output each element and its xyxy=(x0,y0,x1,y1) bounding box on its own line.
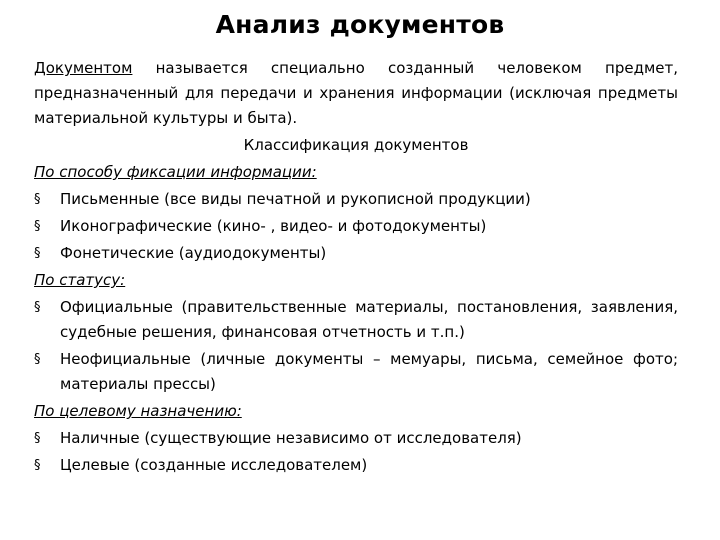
list-item xyxy=(34,187,678,212)
list-item xyxy=(34,426,678,451)
definition-text: называется специально созданный человеком предмет, предназначенный для передачи и хранения информации (исключая предметы материальной культуры и быта). xyxy=(34,59,678,127)
bullet-icon: § xyxy=(34,246,41,261)
slide-title: Анализ документов xyxy=(215,10,505,39)
group-heading: По статусу: xyxy=(34,271,126,289)
list-item-text: Неофициальные (личные документы – мемуары, письма, семейное фото; материалы прессы) xyxy=(60,350,678,393)
list-item xyxy=(34,214,678,239)
list-item-text: Фонетические (аудиодокументы) xyxy=(60,244,327,262)
list-item-text: Наличные (существующие независимо от исследователя) xyxy=(60,429,522,447)
list-item-text: Иконографические (кино- , видео- и фотодокументы) xyxy=(60,217,487,235)
list-item xyxy=(34,295,678,345)
group-list xyxy=(34,426,678,478)
bullet-icon: § xyxy=(34,192,41,207)
group-heading: По способу фиксации информации: xyxy=(34,163,317,181)
group-heading: По целевому назначению: xyxy=(34,402,242,420)
list-item xyxy=(34,453,678,478)
definition-paragraph xyxy=(34,56,678,131)
slide-body xyxy=(34,56,678,480)
list-item xyxy=(34,241,678,266)
bullet-icon: § xyxy=(34,458,41,473)
group-list xyxy=(34,295,678,397)
group-list xyxy=(34,187,678,266)
definition-term: Документом xyxy=(34,59,133,77)
list-item xyxy=(34,347,678,397)
list-item-text: Письменные (все виды печатной и рукописной продукции) xyxy=(60,190,531,208)
bullet-icon: § xyxy=(34,300,41,315)
bullet-icon: § xyxy=(34,352,41,367)
bullet-icon: § xyxy=(34,431,41,446)
bullet-icon: § xyxy=(34,219,41,234)
classification-heading: Классификация документов xyxy=(243,136,469,154)
list-item-text: Официальные (правительственные материалы, постановления, заявления, судебные решения, финансовая отчетность и т.п.) xyxy=(60,298,678,341)
list-item-text: Целевые (созданные исследователем) xyxy=(60,456,368,474)
